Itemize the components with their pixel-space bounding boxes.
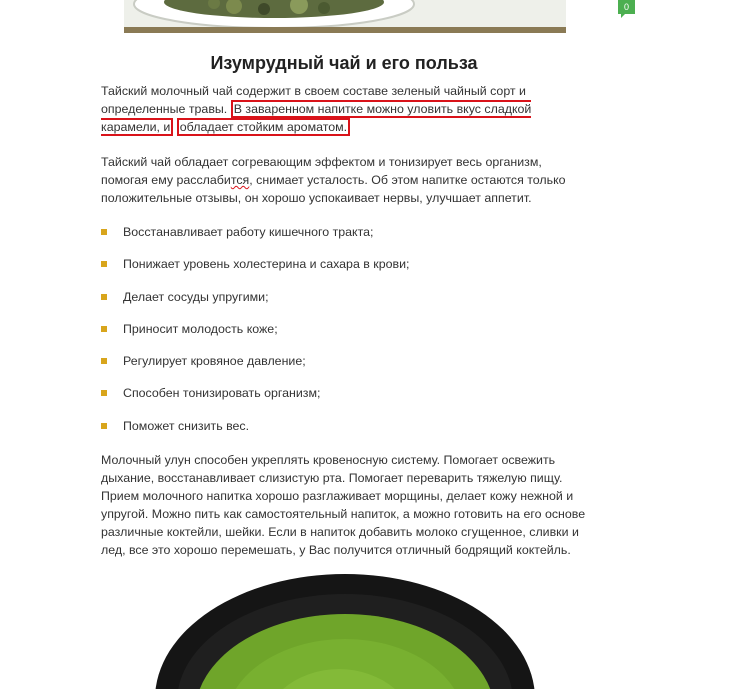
square-bullet-icon <box>101 423 107 429</box>
list-item <box>101 352 409 384</box>
paragraph-oolong: Молочный улун способен укреплять кровеносную систему. Помогает освежить дыхание, восстанавливает слизистую рта. Помогает переварить тяжелую пищу. Прием молочного напитка хорошо разглаживает морщины, делает кожу нежной и упругой. Можно пить как самостоятельный напиток, а можно готовить на его основе различные коктейли, шейки. Если в напиток добавить молоко сгущенное, сливки и лед, все это хорошо перемешать, у Вас получится отличный бодрящий коктейль. <box>101 453 586 557</box>
highlighted-text-2: обладает стойким ароматом. <box>177 118 350 136</box>
article-title: Изумрудный чай и его польза <box>210 53 478 73</box>
paragraph-intro-text: Тайский молочный чай содержит в своем составе зеленый чайный сорт и определенные травы. <box>101 84 526 116</box>
list-item-text: Делает сосуды упругими; <box>123 289 269 304</box>
tea-bowl-illustration <box>124 0 566 33</box>
list-item <box>101 255 409 287</box>
list-item-text: Понижает уровень холестерина и сахара в крови; <box>123 257 410 272</box>
highlighted-text-1: В заваренном напитке можно уловить вкус сладкой карамели, и <box>101 102 532 134</box>
list-item-text: Приносит молодость коже; <box>123 321 278 336</box>
list-item-text: Способен тонизировать организм; <box>123 386 321 401</box>
comment-count-badge[interactable] <box>618 0 635 14</box>
comment-bubble-icon: 0 <box>623 2 629 12</box>
spellcheck-underline: тся <box>230 173 250 187</box>
paragraph-intro <box>101 82 591 136</box>
list-item <box>101 417 409 449</box>
square-bullet-icon <box>101 326 107 332</box>
matcha-powder-illustration <box>124 574 566 689</box>
square-bullet-icon <box>101 229 107 235</box>
list-item <box>101 223 409 255</box>
paragraph-effects-part1: Тайский чай обладает согревающим эффектом и тонизирует весь организм, помогая ему расслаби <box>101 155 542 187</box>
list-item-text: Восстанавливает работу кишечного тракта; <box>123 225 374 239</box>
tea-bowl-image-top <box>124 0 566 33</box>
square-bullet-icon <box>101 358 107 364</box>
list-item <box>101 384 409 416</box>
square-bullet-icon <box>101 390 107 396</box>
list-item-text: Поможет снизить вес. <box>123 418 250 433</box>
list-item <box>101 288 409 320</box>
list-item <box>101 320 409 352</box>
square-bullet-icon <box>101 261 107 267</box>
matcha-bowl-image <box>124 574 566 689</box>
list-item-text: Регулирует кровяное давление; <box>123 354 306 369</box>
paragraph-effects-part2: , снимает усталость. Об этом напитке остаются только положительные отзывы, он хорошо успокаивает нервы, улучшает аппетит. <box>101 173 566 205</box>
square-bullet-icon <box>101 294 107 300</box>
paragraph-effects <box>101 153 591 207</box>
benefits-list <box>101 223 409 449</box>
